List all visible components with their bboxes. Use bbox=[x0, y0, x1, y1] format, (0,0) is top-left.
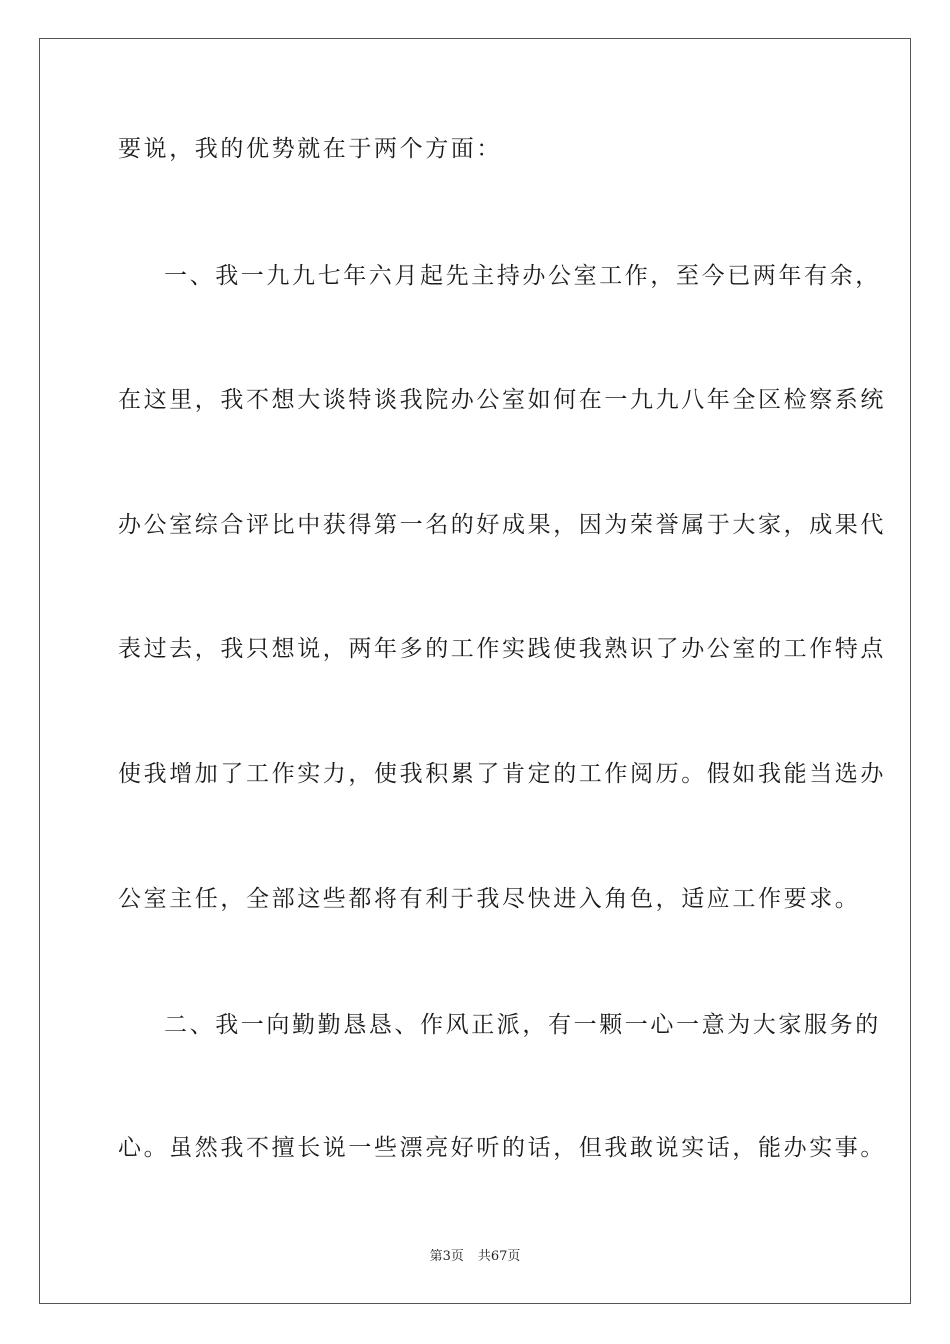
paragraph-2-start: 二、我一向勤勤恳恳、作风正派，有一颗一心一意为大家服务的 bbox=[164, 1012, 881, 1038]
text-line: 要说，我的优势就在于两个方面： bbox=[118, 136, 502, 162]
text-line: 心。虽然我不擅长说一些漂亮好听的话，但我敢说实话，能办实事。 bbox=[118, 1135, 886, 1161]
page-footer bbox=[0, 1248, 950, 1266]
text-line: 办公室综合评比中获得第一名的好成果，因为荣誉属于大家，成果代 bbox=[118, 512, 886, 538]
text-line: 使我增加了工作实力，使我积累了肯定的工作阅历。假如我能当选办 bbox=[118, 761, 886, 787]
text-line: 表过去，我只想说，两年多的工作实践使我熟识了办公室的工作特点 bbox=[118, 636, 886, 662]
text-line: 公室主任，全部这些都将有利于我尽快进入角色，适应工作要求。 bbox=[118, 886, 861, 912]
current-page-number: 第3页 bbox=[429, 1249, 464, 1264]
text-line: 在这里，我不想大谈特谈我院办公室如何在一九九八年全区检察系统 bbox=[118, 387, 886, 413]
page-border bbox=[39, 38, 911, 1304]
total-page-count: 共67页 bbox=[477, 1249, 521, 1264]
paragraph-1-start: 一、我一九九七年六月起先主持办公室工作，至今已两年有余， bbox=[164, 263, 881, 289]
